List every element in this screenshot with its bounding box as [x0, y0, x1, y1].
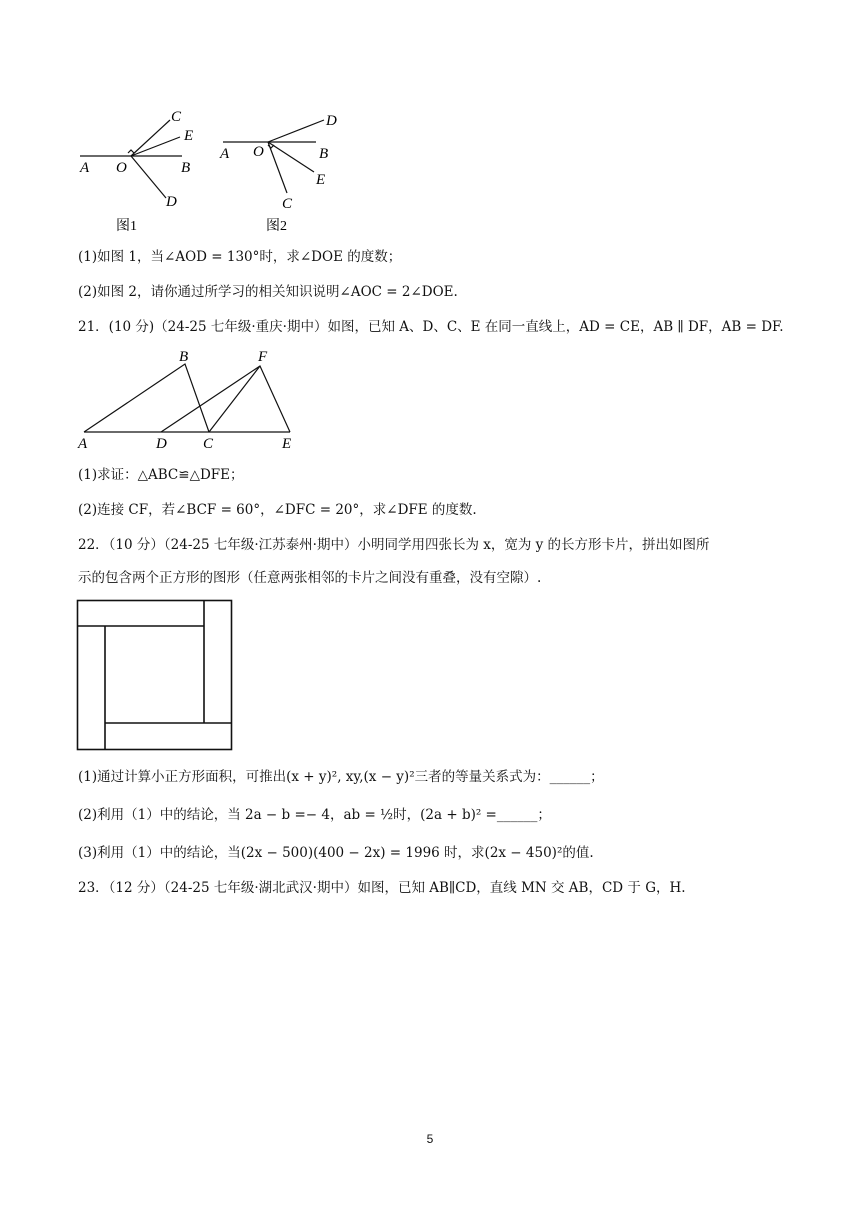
fig1-label-b: B: [181, 160, 191, 176]
figure-1: [80, 120, 182, 198]
q23-stem: 23．（12 分）（24-25 七年级·湖北武汉·期中）如图，已知 AB∥CD，直线 MN 交 AB，CD 于 G，H.: [78, 880, 686, 896]
square-cards-figure: [76, 599, 234, 753]
q22-part2: (2)利用（1）中的结论，当 2a − b =− 4，ab = ½时，(2a + b)² =______；: [78, 807, 551, 823]
fig1-label-e: E: [184, 128, 194, 144]
fig2-label-b: B: [319, 146, 329, 162]
tri-label-c: C: [203, 436, 214, 452]
tri-label-e: E: [282, 436, 292, 452]
q21-part2: (2)连接 CF，若∠BCF = 60°，∠DFC = 20°，求∠DFE 的度数.: [78, 502, 477, 518]
fig1-caption: 图1: [116, 219, 137, 234]
triangle-figure: [72, 344, 312, 454]
fig2-label-e: E: [316, 172, 326, 188]
q21-stem: 21．(10 分)（24-25 七年级·重庆·期中）如图，已知 A、D、C、E 在同一直线上，AD = CE，AB ∥ DF，AB = DF.: [78, 319, 784, 335]
fig2-caption: 图2: [266, 219, 287, 234]
tri-label-f: F: [258, 349, 268, 365]
q22-part3: (3)利用（1）中的结论，当(2x − 500)(400 − 2x) = 1996 时，求(2x − 450)²的值.: [78, 845, 594, 861]
page-number: 5: [426, 1132, 434, 1146]
angle-figures: [70, 104, 370, 234]
q20-part1: (1)如图 1，当∠AOD = 130°时，求∠DOE 的度数；: [78, 249, 402, 265]
q22-stem-line1: 22．（10 分）（24-25 七年级·江苏泰州·期中）小明同学用四张长为 x，宽为 y 的长方形卡片，拼出如图所: [78, 537, 710, 553]
fig1-label-a: A: [80, 160, 90, 176]
tri-label-d: D: [156, 436, 167, 452]
fig2-label-a: A: [220, 146, 230, 162]
q20-part2: (2)如图 2，请你通过所学习的相关知识说明∠AOC = 2∠DOE.: [78, 284, 458, 300]
tri-label-a: A: [78, 436, 88, 452]
fig2-label-d: D: [326, 113, 337, 129]
fig2-label-c: C: [282, 196, 293, 212]
figure-2: [223, 120, 324, 193]
tri-label-b: B: [179, 349, 189, 365]
q21-part1: (1)求证：△ABC≌△DFE；: [78, 467, 244, 483]
fig2-label-o: O: [253, 144, 264, 160]
fig1-label-c: C: [171, 109, 182, 125]
q22-stem-line2: 示的包含两个正方形的图形（任意两张相邻的卡片之间没有重叠，没有空隙）.: [78, 570, 542, 586]
fig1-label-o: O: [116, 160, 127, 176]
q22-part1: (1)通过计算小正方形面积，可推出(x + y)², xy,(x − y)²三者的等量关系式为：______；: [78, 769, 604, 785]
fig1-label-d: D: [166, 194, 177, 210]
